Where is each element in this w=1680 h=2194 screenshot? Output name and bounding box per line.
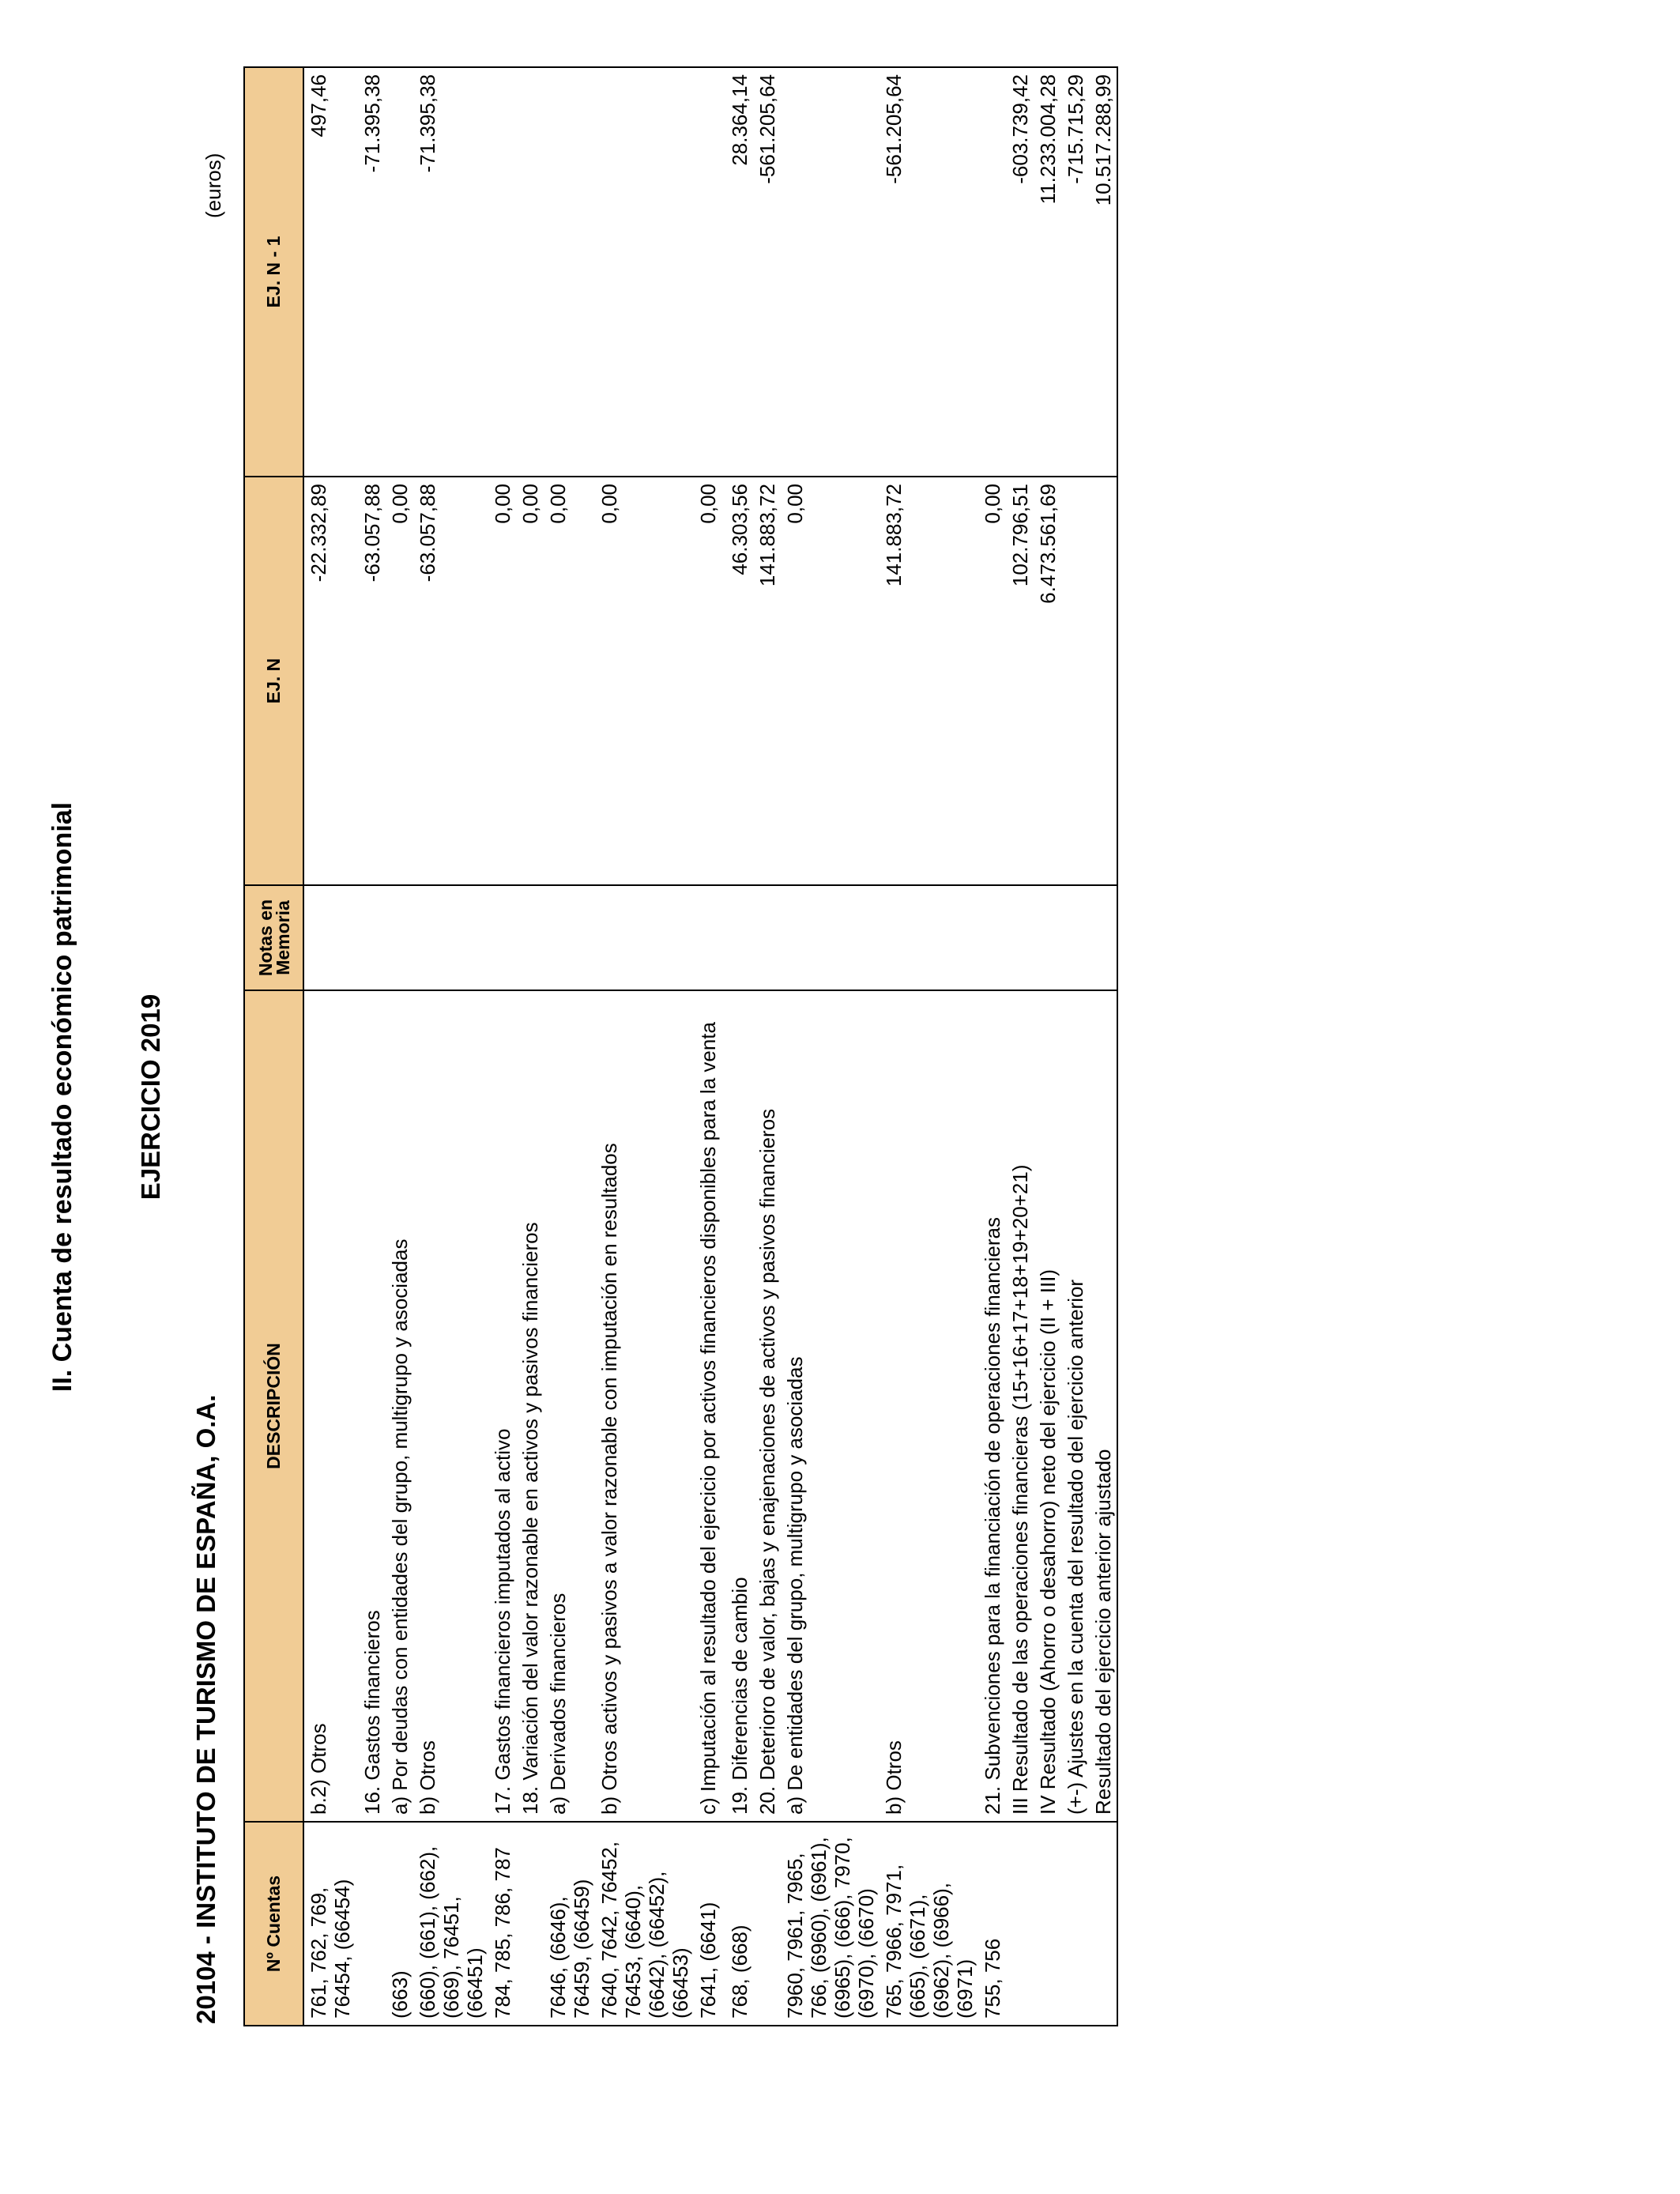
cell-notas [544,885,595,990]
cell-ej-n: 102.796,51 [1006,477,1034,885]
cell-cuentas [1089,1822,1117,2026]
fiscal-year-heading: EJERCICIO 2019 [136,993,165,1201]
currency-label: (euros) [202,153,225,218]
cell-ej-n [1089,477,1117,885]
cell-descripcion: a) Por deudas con entidades del grupo, multigrupo y asociadas [386,990,413,1822]
table-row [1089,67,1117,2026]
cell-cuentas: 768, (668) [725,1822,753,2026]
cell-descripcion: c) Imputación al resultado del ejercicio por activos financieros disponibles para la venta [694,990,725,1822]
table-row [725,67,753,2026]
cell-ej-n: 46.303,56 [725,477,753,885]
table-row [753,67,781,2026]
cell-descripcion: 16. Gastos financieros [358,990,386,1822]
table-row [516,67,544,2026]
cell-descripcion: a) Derivados financieros [544,990,595,1822]
cell-descripcion: a) De entidades del grupo, multigrupo y asociadas [781,990,880,1822]
cell-notas [781,885,880,990]
cell-descripcion: 19. Diferencias de cambio [725,990,753,1822]
cell-descripcion: b) Otros [413,990,488,1822]
cell-ej-n: 0,00 [978,477,1006,885]
table-header-row [244,67,303,2026]
cell-notas [880,885,978,990]
cell-ej-n: 0,00 [544,477,595,885]
table-row [1034,67,1061,2026]
cell-ej-n-1 [488,67,516,477]
cell-descripcion: 18. Variación del valor razonable en activos y pasivos financieros [516,990,544,1822]
table-row [413,67,488,2026]
cell-ej-n: -63.057,88 [358,477,386,885]
table-row [1061,67,1089,2026]
cell-cuentas: 784, 785, 786, 787 [488,1822,516,2026]
column-header-notas [244,885,303,990]
cell-notas [303,885,358,990]
column-header-descripcion: DESCRIPCIÓN [244,990,303,1822]
cell-cuentas: 755, 756 [978,1822,1006,2026]
cell-cuentas [1061,1822,1089,2026]
column-header-ej-n-1: EJ. N - 1 [244,67,303,477]
cell-descripcion: 20. Deterioro de valor, bajas y enajenaciones de activos y pasivos financieros [753,990,781,1822]
cell-notas [488,885,516,990]
cell-notas [386,885,413,990]
column-header-cuentas: Nº Cuentas [244,1822,303,2026]
table-row [978,67,1006,2026]
cell-ej-n-1: -71.395,38 [358,67,386,477]
cell-notas [358,885,386,990]
table-row [358,67,386,2026]
cell-ej-n: 0,00 [386,477,413,885]
cell-ej-n: -22.332,89 [303,477,358,885]
cell-notas [1006,885,1034,990]
cell-notas [595,885,694,990]
cell-ej-n-1: -561.205,64 [880,67,978,477]
cell-cuentas: 7646, (6646), 76459, (66459) [544,1822,595,2026]
table-row [303,67,358,2026]
cell-ej-n-1 [386,67,413,477]
cell-ej-n-1 [694,67,725,477]
cell-ej-n-1 [781,67,880,477]
cell-cuentas [753,1822,781,2026]
cell-ej-n-1: 28.364,14 [725,67,753,477]
cell-notas [413,885,488,990]
column-header-ej-n: EJ. N [244,477,303,885]
cell-notas [1061,885,1089,990]
cell-descripcion: (+-) Ajustes en la cuenta del resultado del ejercicio anterior [1061,990,1089,1822]
cell-ej-n: 0,00 [488,477,516,885]
cell-ej-n-1: 497,46 [303,67,358,477]
cell-cuentas: (660), (661), (662), (669), 76451, (66451) [413,1822,488,2026]
cell-ej-n-1 [544,67,595,477]
cell-ej-n: -63.057,88 [413,477,488,885]
cell-ej-n: 6.473.561,69 [1034,477,1061,885]
cell-descripcion: b) Otros [880,990,978,1822]
table-row [781,67,880,2026]
cell-descripcion: III Resultado de las operaciones financieras (15+16+17+18+19+20+21) [1006,990,1034,1822]
cell-descripcion: 21. Subvenciones para la financiación de operaciones financieras [978,990,1006,1822]
cell-ej-n-1: -603.739,42 [1006,67,1034,477]
cell-ej-n-1 [595,67,694,477]
cell-cuentas: 761, 762, 769, 76454, (66454) [303,1822,358,2026]
cell-ej-n: 141.883,72 [880,477,978,885]
cell-notas [516,885,544,990]
cell-ej-n: 0,00 [516,477,544,885]
entity-name: 20104 - INSTITUTO DE TURISMO DE ESPAÑA, O.A. [191,1394,220,2024]
cell-cuentas: 7960, 7961, 7965, 766, (6960), (6961), (6965), (666), 7970, (6970), (6670) [781,1822,880,2026]
document-title: II. Cuenta de resultado económico patrimonial [47,801,77,1393]
cell-cuentas: 7640, 7642, 76452, 76453, (6640), (6642), (66452), (66453) [595,1822,694,2026]
cell-cuentas: (663) [386,1822,413,2026]
table-row [694,67,725,2026]
table-row [544,67,595,2026]
cell-cuentas [516,1822,544,2026]
cell-ej-n: 141.883,72 [753,477,781,885]
cell-descripcion: IV Resultado (Ahorro o desahorro) neto del ejercicio (II + III) [1034,990,1061,1822]
cell-descripcion: b.2) Otros [303,990,358,1822]
cell-notas [694,885,725,990]
cell-ej-n-1: 11.233.004,28 [1034,67,1061,477]
cell-cuentas: 7641, (6641) [694,1822,725,2026]
table-row [595,67,694,2026]
cell-cuentas: 765, 7966, 7971, (665), (6671), (6962), (6966), (6971) [880,1822,978,2026]
notas-header-label: Notas en Memoria [254,899,293,977]
table-row [488,67,516,2026]
cell-ej-n [1061,477,1089,885]
table-row [1006,67,1034,2026]
statement-table [243,66,1118,2026]
cell-notas [1034,885,1061,990]
cell-cuentas [1006,1822,1034,2026]
cell-ej-n: 0,00 [694,477,725,885]
cell-cuentas [358,1822,386,2026]
table-row [386,67,413,2026]
cell-descripcion: 17. Gastos financieros imputados al activo [488,990,516,1822]
cell-notas [978,885,1006,990]
table-body [303,67,1117,2026]
cell-notas [753,885,781,990]
cell-ej-n-1: -715.715,29 [1061,67,1089,477]
cell-descripcion: Resultado del ejercicio anterior ajustado [1089,990,1117,1822]
cell-ej-n: 0,00 [595,477,694,885]
cell-cuentas [1034,1822,1061,2026]
cell-ej-n-1 [978,67,1006,477]
cell-notas [1089,885,1117,990]
cell-ej-n-1: -71.395,38 [413,67,488,477]
cell-ej-n: 0,00 [781,477,880,885]
cell-ej-n-1: -561.205,64 [753,67,781,477]
cell-descripcion: b) Otros activos y pasivos a valor razonable con imputación en resultados [595,990,694,1822]
cell-ej-n-1 [516,67,544,477]
cell-notas [725,885,753,990]
table-row [880,67,978,2026]
cell-ej-n-1: 10.517.288,99 [1089,67,1117,477]
